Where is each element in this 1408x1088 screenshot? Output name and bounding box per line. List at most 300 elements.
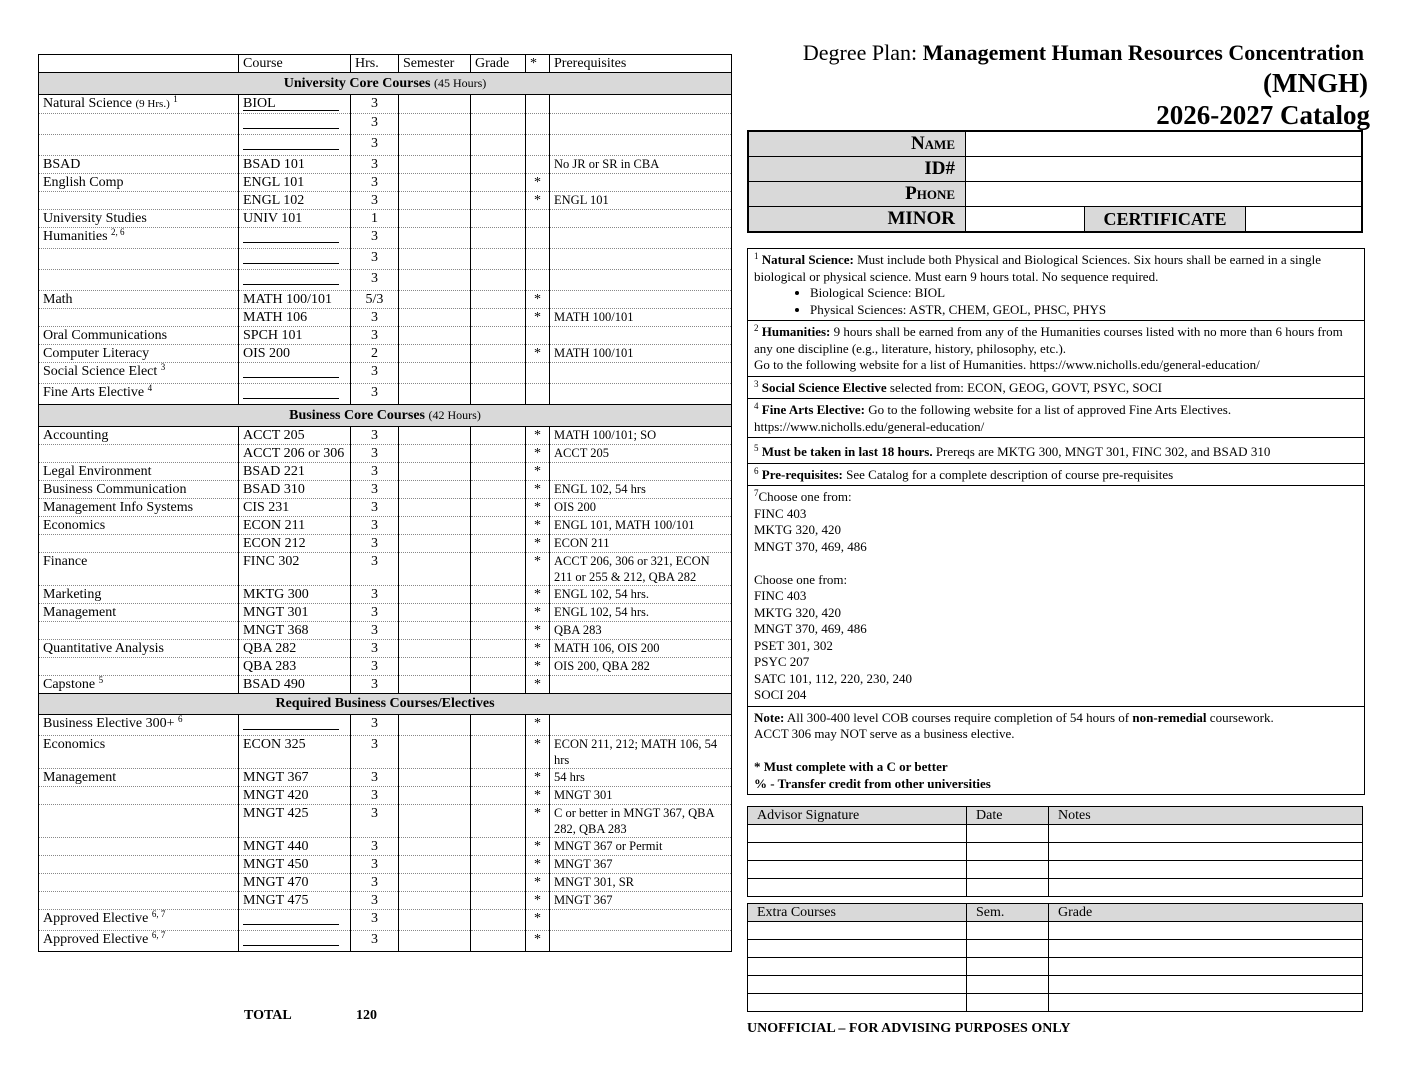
- hours-cell: 3: [351, 517, 399, 535]
- prereq-cell: [550, 931, 732, 952]
- grade-cell[interactable]: [471, 604, 526, 622]
- table-row: [39, 838, 732, 856]
- grade-cell[interactable]: [471, 156, 526, 174]
- area-cell: [39, 805, 239, 838]
- title-prefix: Degree Plan:: [802, 40, 923, 65]
- student-info: [747, 130, 1363, 233]
- course-cell[interactable]: [239, 228, 351, 249]
- advisor-cell[interactable]: [748, 825, 967, 843]
- prereq-cell: ACCT 205: [550, 445, 732, 463]
- minor-label: MINOR: [748, 207, 966, 233]
- total-value: 120: [356, 1008, 377, 1023]
- c-required-cell: *: [526, 931, 550, 952]
- semester-cell[interactable]: [399, 135, 471, 156]
- prereq-cell: ACCT 206, 306 or 321, ECON 211 or 255 & 212, QBA 282: [550, 553, 732, 586]
- section-title: Required Business Courses/Electives: [39, 694, 732, 715]
- extra-cell[interactable]: [967, 940, 1049, 958]
- prereq-cell: MNGT 301: [550, 787, 732, 805]
- table-row: [39, 427, 732, 445]
- semester-cell[interactable]: [399, 114, 471, 135]
- semester-cell[interactable]: [399, 291, 471, 309]
- id-field[interactable]: [966, 157, 1363, 182]
- course-cell: MNGT 425: [239, 805, 351, 838]
- grade-cell[interactable]: [471, 910, 526, 931]
- hours-cell: 3: [351, 174, 399, 192]
- advisor-cell[interactable]: [748, 879, 967, 897]
- note-6: $^6$ Pre-requisites: See Catalog for a complete description of course pre-requisites: [748, 464, 1364, 487]
- prereq-cell: No JR or SR in CBA: [550, 156, 732, 174]
- hours-cell: 3: [351, 715, 399, 736]
- c-required-cell: [526, 95, 550, 114]
- grade-cell[interactable]: [471, 363, 526, 384]
- advisor-cell[interactable]: [967, 843, 1049, 861]
- grade-cell[interactable]: [471, 481, 526, 499]
- semester-cell[interactable]: [399, 499, 471, 517]
- section-header: [39, 73, 732, 95]
- course-cell: OIS 200: [239, 345, 351, 363]
- prereq-cell: [550, 95, 732, 114]
- hours-cell: 3: [351, 427, 399, 445]
- grade-cell[interactable]: [471, 517, 526, 535]
- prereq-cell: ECON 211: [550, 535, 732, 553]
- table-row: [39, 604, 732, 622]
- note-5: $^5$ Must be taken in last 18 hours. Prereqs are MKTG 300, MNGT 301, FINC 302, and BSAD 310: [748, 438, 1364, 464]
- table-row: [39, 228, 732, 249]
- name-label: Name: [748, 131, 966, 157]
- course-cell[interactable]: [239, 270, 351, 291]
- area-cell: [39, 874, 239, 892]
- semester-cell[interactable]: [399, 931, 471, 952]
- course-cell: MNGT 367: [239, 769, 351, 787]
- semester-cell[interactable]: [399, 481, 471, 499]
- hours-cell: 3: [351, 270, 399, 291]
- area-cell: [39, 856, 239, 874]
- grade-cell[interactable]: [471, 95, 526, 114]
- grade-cell[interactable]: [471, 658, 526, 676]
- semester-cell[interactable]: [399, 463, 471, 481]
- table-row: [39, 736, 732, 769]
- prereq-cell: [550, 384, 732, 405]
- semester-cell[interactable]: [399, 156, 471, 174]
- advisor-cell[interactable]: [748, 861, 967, 879]
- semester-cell[interactable]: [399, 856, 471, 874]
- prereq-cell: [550, 249, 732, 270]
- advisor-cell[interactable]: [748, 843, 967, 861]
- prereq-cell: ENGL 102, 54 hrs.: [550, 604, 732, 622]
- area-cell: English Comp: [39, 174, 239, 192]
- c-required-cell: *: [526, 769, 550, 787]
- note-7-line: PSET 301, 302: [754, 637, 833, 653]
- table-row: [39, 856, 732, 874]
- grade-cell[interactable]: [471, 249, 526, 270]
- advisor-cell[interactable]: [967, 861, 1049, 879]
- extra-cell[interactable]: [1049, 958, 1363, 976]
- area-cell: [39, 135, 239, 156]
- course-cell[interactable]: [239, 931, 351, 952]
- extra-cell[interactable]: [748, 940, 967, 958]
- semester-cell[interactable]: [399, 640, 471, 658]
- extra-cell[interactable]: [748, 922, 967, 940]
- grade-cell[interactable]: [471, 210, 526, 228]
- advisor-cell[interactable]: [967, 825, 1049, 843]
- hours-cell: 3: [351, 228, 399, 249]
- c-required-cell: *: [526, 910, 550, 931]
- section-header: [39, 405, 732, 427]
- c-required-cell: *: [526, 174, 550, 192]
- prereq-cell: [550, 135, 732, 156]
- semester-cell[interactable]: [399, 892, 471, 910]
- extra-cell[interactable]: [748, 958, 967, 976]
- c-required-cell: *: [526, 838, 550, 856]
- c-required-cell: *: [526, 856, 550, 874]
- prereq-cell: [550, 114, 732, 135]
- table-row: [39, 535, 732, 553]
- id-label: ID#: [748, 157, 966, 182]
- note-7: $^7$Choose one from: FINC 403 MKTG 320, 420 MNGT 370, 469, 486 Choose one from: FINC 403 MKTG 320, 420 MNGT 370, 469, 486 PSET 301, 302 PSYC 207 SATC 101, 112, 220, 230, 240 SOCI 204: [748, 486, 1364, 707]
- semester-cell[interactable]: [399, 327, 471, 345]
- table-row: [39, 622, 732, 640]
- table-row: [39, 586, 732, 604]
- title-code: (MNGH): [1263, 68, 1368, 98]
- hours-cell: 3: [351, 95, 399, 114]
- hours-cell: 3: [351, 640, 399, 658]
- grade-cell[interactable]: [471, 676, 526, 694]
- course-cell: ENGL 101: [239, 174, 351, 192]
- extra-sem-header: Sem.: [967, 904, 1049, 922]
- grade-cell[interactable]: [471, 445, 526, 463]
- semester-cell[interactable]: [399, 874, 471, 892]
- prereq-cell: [550, 270, 732, 291]
- hours-cell: 3: [351, 499, 399, 517]
- semester-cell[interactable]: [399, 715, 471, 736]
- certificate-field[interactable]: [1246, 207, 1363, 233]
- grade-cell[interactable]: [471, 427, 526, 445]
- advisor-cell[interactable]: [967, 879, 1049, 897]
- grade-cell[interactable]: [471, 787, 526, 805]
- c-required-cell: [526, 210, 550, 228]
- semester-cell[interactable]: [399, 192, 471, 210]
- area-cell: [39, 535, 239, 553]
- table-row: [39, 210, 732, 228]
- extra-cell[interactable]: [967, 922, 1049, 940]
- advisor-cell[interactable]: [1049, 861, 1363, 879]
- semester-cell[interactable]: [399, 228, 471, 249]
- area-cell: Accounting: [39, 427, 239, 445]
- area-cell: Business Communication: [39, 481, 239, 499]
- grade-cell[interactable]: [471, 769, 526, 787]
- phone-field[interactable]: [966, 182, 1363, 207]
- course-cell: ENGL 102: [239, 192, 351, 210]
- semester-cell[interactable]: [399, 384, 471, 405]
- note-7-line: SATC 101, 112, 220, 230, 240: [754, 670, 913, 686]
- prereq-cell: MATH 100/101: [550, 345, 732, 363]
- header-star: *: [526, 55, 550, 73]
- extra-cell[interactable]: [967, 976, 1049, 994]
- area-cell: [39, 892, 239, 910]
- hours-cell: 3: [351, 135, 399, 156]
- table-row: [39, 553, 732, 586]
- area-cell: Social Science Elect $^3$: [39, 363, 239, 384]
- table-row: [39, 658, 732, 676]
- grade-cell[interactable]: [471, 463, 526, 481]
- course-cell: MNGT 420: [239, 787, 351, 805]
- area-cell: Management: [39, 769, 239, 787]
- hours-cell: 3: [351, 481, 399, 499]
- semester-cell[interactable]: [399, 174, 471, 192]
- advisor-signature-header: Advisor Signature: [748, 807, 967, 825]
- grade-cell[interactable]: [471, 291, 526, 309]
- hours-cell: 3: [351, 249, 399, 270]
- name-field[interactable]: [966, 131, 1363, 157]
- prereq-cell: OIS 200: [550, 499, 732, 517]
- advisor-cell[interactable]: [1049, 879, 1363, 897]
- hours-cell: 3: [351, 676, 399, 694]
- area-cell: Economics: [39, 736, 239, 769]
- semester-cell[interactable]: [399, 604, 471, 622]
- grade-cell[interactable]: [471, 327, 526, 345]
- grade-cell[interactable]: [471, 715, 526, 736]
- c-required-cell: *: [526, 345, 550, 363]
- grade-cell[interactable]: [471, 805, 526, 838]
- grade-cell[interactable]: [471, 931, 526, 952]
- prereq-cell: MNGT 367: [550, 856, 732, 874]
- semester-cell[interactable]: [399, 309, 471, 327]
- semester-cell[interactable]: [399, 622, 471, 640]
- prereq-cell: MNGT 367: [550, 892, 732, 910]
- prereq-cell: OIS 200, QBA 282: [550, 658, 732, 676]
- hours-cell: 3: [351, 892, 399, 910]
- semester-cell[interactable]: [399, 210, 471, 228]
- area-cell: Quantitative Analysis: [39, 640, 239, 658]
- footnotes: [747, 248, 1365, 795]
- prereq-cell: [550, 228, 732, 249]
- table-row: [39, 291, 732, 309]
- semester-cell[interactable]: [399, 445, 471, 463]
- area-cell: Fine Arts Elective $^4$: [39, 384, 239, 405]
- prereq-cell: ECON 211, 212; MATH 106, 54 hrs: [550, 736, 732, 769]
- c-required-cell: *: [526, 535, 550, 553]
- area-cell: Approved Elective $^{6, 7}$: [39, 910, 239, 931]
- extra-cell[interactable]: [967, 994, 1049, 1012]
- hours-cell: 3: [351, 553, 399, 586]
- semester-cell[interactable]: [399, 805, 471, 838]
- prereq-cell: [550, 210, 732, 228]
- section-title: University Core Courses (45 Hours): [39, 73, 732, 95]
- c-required-cell: *: [526, 658, 550, 676]
- grade-cell[interactable]: [471, 856, 526, 874]
- prereq-cell: [550, 715, 732, 736]
- c-required-cell: *: [526, 892, 550, 910]
- hours-cell: 1: [351, 210, 399, 228]
- hours-cell: 3: [351, 622, 399, 640]
- c-required-cell: *: [526, 192, 550, 210]
- grade-cell[interactable]: [471, 192, 526, 210]
- grade-cell[interactable]: [471, 499, 526, 517]
- area-cell: Computer Literacy: [39, 345, 239, 363]
- semester-cell[interactable]: [399, 787, 471, 805]
- note-7-line: Choose one from:: [758, 489, 852, 504]
- grade-cell[interactable]: [471, 270, 526, 291]
- course-cell[interactable]: [239, 363, 351, 384]
- course-cell: MNGT 301: [239, 604, 351, 622]
- area-cell: [39, 622, 239, 640]
- area-cell: Math: [39, 291, 239, 309]
- note-7-line: MNGT 370, 469, 486: [754, 621, 867, 636]
- c-required-cell: *: [526, 553, 550, 586]
- semester-cell[interactable]: [399, 249, 471, 270]
- semester-cell[interactable]: [399, 270, 471, 291]
- grade-cell[interactable]: [471, 622, 526, 640]
- course-cell[interactable]: [239, 715, 351, 736]
- hours-cell: 5/3: [351, 291, 399, 309]
- extra-courses-header: Extra Courses: [748, 904, 967, 922]
- hours-cell: 3: [351, 604, 399, 622]
- note-3: $^3$ Social Science Elective selected from: ECON, GEOG, GOVT, PSYC, SOCI: [748, 377, 1364, 400]
- semester-cell[interactable]: [399, 427, 471, 445]
- grade-cell[interactable]: [471, 892, 526, 910]
- course-cell: BSAD 221: [239, 463, 351, 481]
- prereq-cell: MNGT 367 or Permit: [550, 838, 732, 856]
- c-required-cell: *: [526, 291, 550, 309]
- extra-cell[interactable]: [1049, 922, 1363, 940]
- grade-cell[interactable]: [471, 135, 526, 156]
- semester-cell[interactable]: [399, 910, 471, 931]
- extra-cell[interactable]: [967, 958, 1049, 976]
- c-required-cell: *: [526, 517, 550, 535]
- hours-cell: 3: [351, 658, 399, 676]
- table-row: [39, 174, 732, 192]
- table-row: [39, 805, 732, 838]
- hours-cell: 3: [351, 463, 399, 481]
- extra-cell[interactable]: [748, 994, 967, 1012]
- c-required-cell: *: [526, 874, 550, 892]
- course-cell: MKTG 300: [239, 586, 351, 604]
- grade-cell[interactable]: [471, 384, 526, 405]
- grade-cell[interactable]: [471, 553, 526, 586]
- table-row: [39, 910, 732, 931]
- semester-cell[interactable]: [399, 736, 471, 769]
- note-7-line: Choose one from:: [754, 571, 848, 587]
- extra-cell[interactable]: [1049, 940, 1363, 958]
- note-general: Note: All 300-400 level COB courses require completion of 54 hours of non-remedial coursework. ACCT 306 may NOT serve as a business elective. * Must complete with a C or better % - Transfer credit from other universities: [754, 709, 1274, 791]
- extra-cell[interactable]: [1049, 994, 1363, 1012]
- c-required-cell: *: [526, 805, 550, 838]
- semester-cell[interactable]: [399, 586, 471, 604]
- area-cell: University Studies: [39, 210, 239, 228]
- grade-cell[interactable]: [471, 309, 526, 327]
- page-title: [803, 40, 1364, 66]
- course-cell[interactable]: [239, 384, 351, 405]
- minor-field[interactable]: [966, 207, 1085, 233]
- table-row: [39, 114, 732, 135]
- course-table: [38, 54, 732, 952]
- extra-cell[interactable]: [748, 976, 967, 994]
- course-cell: MNGT 470: [239, 874, 351, 892]
- grade-cell[interactable]: [471, 114, 526, 135]
- table-row: [39, 640, 732, 658]
- c-required-cell: *: [526, 309, 550, 327]
- c-required-cell: [526, 270, 550, 291]
- hours-cell: 3: [351, 769, 399, 787]
- prereq-cell: [550, 910, 732, 931]
- hours-cell: 2: [351, 345, 399, 363]
- course-cell[interactable]: [239, 249, 351, 270]
- note-7-line: FINC 403: [754, 505, 807, 521]
- table-row: [39, 715, 732, 736]
- semester-cell[interactable]: [399, 676, 471, 694]
- grade-cell[interactable]: [471, 736, 526, 769]
- semester-cell[interactable]: [399, 345, 471, 363]
- grade-cell[interactable]: [471, 838, 526, 856]
- grade-cell[interactable]: [471, 535, 526, 553]
- course-cell[interactable]: [239, 114, 351, 135]
- course-cell[interactable]: [239, 135, 351, 156]
- grade-cell[interactable]: [471, 174, 526, 192]
- area-cell: [39, 249, 239, 270]
- table-row: [39, 95, 732, 114]
- prereq-cell: [550, 463, 732, 481]
- area-cell: Capstone $^5$: [39, 676, 239, 694]
- semester-cell[interactable]: [399, 838, 471, 856]
- extra-cell[interactable]: [1049, 976, 1363, 994]
- title-program: Management Human Resources Concentration: [922, 40, 1364, 65]
- semester-cell[interactable]: [399, 95, 471, 114]
- c-required-cell: [526, 384, 550, 405]
- table-row: [39, 135, 732, 156]
- advisor-cell[interactable]: [1049, 843, 1363, 861]
- grade-cell[interactable]: [471, 874, 526, 892]
- c-required-cell: *: [526, 640, 550, 658]
- semester-cell[interactable]: [399, 769, 471, 787]
- hours-cell: 3: [351, 445, 399, 463]
- grade-cell[interactable]: [471, 640, 526, 658]
- grade-cell[interactable]: [471, 228, 526, 249]
- prereq-cell: ENGL 102, 54 hrs: [550, 481, 732, 499]
- semester-cell[interactable]: [399, 553, 471, 586]
- semester-cell[interactable]: [399, 658, 471, 676]
- semester-cell[interactable]: [399, 535, 471, 553]
- semester-cell[interactable]: [399, 517, 471, 535]
- table-row: [39, 345, 732, 363]
- table-row: [39, 931, 732, 952]
- course-cell[interactable]: BIOL: [239, 95, 351, 114]
- title-catalog: 2026-2027 Catalog: [1156, 100, 1370, 130]
- semester-cell[interactable]: [399, 363, 471, 384]
- course-cell[interactable]: [239, 910, 351, 931]
- area-cell: Oral Communications: [39, 327, 239, 345]
- advisor-cell[interactable]: [1049, 825, 1363, 843]
- table-row: [39, 309, 732, 327]
- area-cell: Management: [39, 604, 239, 622]
- prereq-cell: 54 hrs: [550, 769, 732, 787]
- grade-cell[interactable]: [471, 345, 526, 363]
- prereq-cell: ENGL 101, MATH 100/101: [550, 517, 732, 535]
- extra-grade-header: Grade: [1049, 904, 1363, 922]
- certificate-label: CERTIFICATE: [1085, 207, 1246, 233]
- c-required-cell: [526, 363, 550, 384]
- course-cell: MATH 106: [239, 309, 351, 327]
- advisor-notes-header: Notes: [1049, 807, 1363, 825]
- course-cell: ECON 212: [239, 535, 351, 553]
- note-7-line: MKTG 320, 420: [754, 604, 842, 620]
- c-required-cell: [526, 327, 550, 345]
- hours-cell: 3: [351, 363, 399, 384]
- table-header: [39, 55, 732, 73]
- c-required-cell: [526, 228, 550, 249]
- grade-cell[interactable]: [471, 586, 526, 604]
- course-cell: BSAD 490: [239, 676, 351, 694]
- area-cell: Humanities $^{2, 6}$: [39, 228, 239, 249]
